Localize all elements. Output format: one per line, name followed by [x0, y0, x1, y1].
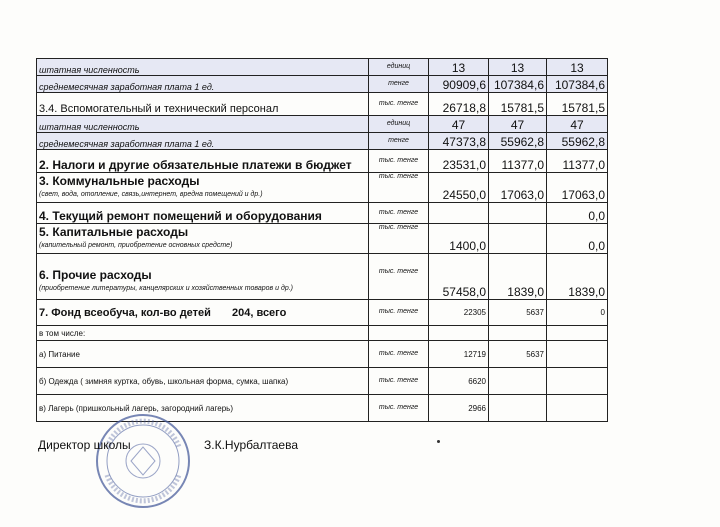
unit-cell: тыс. тенге: [369, 300, 429, 326]
table-row: [37, 224, 608, 254]
value-cell: [547, 341, 608, 368]
row-label: в) Лагерь (пришкольный лагерь, загородний лагерь): [37, 395, 369, 422]
table-row: [37, 368, 608, 395]
value-cell: [489, 368, 547, 395]
row-label: а) Питание: [37, 341, 369, 368]
row-label: [37, 300, 369, 326]
unit-cell: [369, 326, 429, 341]
row-subtitle: (капительный ремонт, приобретение основных средстe): [39, 242, 233, 249]
table-row: [37, 326, 608, 341]
value-cell: [429, 203, 489, 224]
row-title: 7. Фонд всеобуча, кол-во детей: [39, 306, 211, 319]
value-cell: [489, 224, 547, 254]
row-subtitle: (свет, вода, отопление, связь,интернет, вредна помещений и др.): [39, 191, 263, 198]
director-name: З.К.Нурбалтаева: [204, 438, 299, 452]
row-label: 3.4. Вспомогательный и технический персонал: [37, 93, 369, 116]
value-cell: 57458,0: [429, 254, 489, 300]
ink-dot: [437, 440, 440, 443]
value-cell: 24550,0: [429, 173, 489, 203]
row-title: 3. Коммунальные расходы: [39, 174, 200, 188]
value-cell: 0,0: [547, 203, 608, 224]
unit-cell: тыс. тенге: [369, 395, 429, 422]
value-cell: [489, 395, 547, 422]
value-cell: 1400,0: [429, 224, 489, 254]
table-row: [37, 59, 608, 76]
children-count: 204, всего: [231, 306, 287, 319]
value-cell: 107384,6: [547, 76, 608, 93]
value-cell: 47: [547, 116, 608, 133]
unit-cell: тыс. тенге: [369, 224, 429, 254]
unit-cell: тыс. тенге: [369, 150, 429, 173]
table-row: [37, 341, 608, 368]
table-row: [37, 150, 608, 173]
value-cell: 90909,6: [429, 76, 489, 93]
row-label: 2. Налоги и другие обязательные платежи в бюджет: [37, 150, 369, 173]
row-title: 5. Капитальные расходы: [39, 225, 189, 239]
value-cell: [489, 326, 547, 341]
table-row: [37, 173, 608, 203]
unit-cell: тыс. тенге: [369, 93, 429, 116]
unit-cell: единиц: [369, 116, 429, 133]
table-row: [37, 116, 608, 133]
unit-cell: тенге: [369, 76, 429, 93]
table-row: [37, 254, 608, 300]
row-subtitle: (приобретение литературы, канцелярских и хозяйственных товаров и др.): [39, 285, 293, 292]
row-label: среднемесячная заработная плата 1 ед.: [37, 76, 369, 93]
value-cell: 47: [489, 116, 547, 133]
value-cell: 55962,8: [547, 133, 608, 150]
value-cell: [429, 326, 489, 341]
value-cell: 15781,5: [489, 93, 547, 116]
table-row: [37, 76, 608, 93]
row-label: б) Одежда ( зимняя куртка, обувь, школьная форма, сумка, шапка): [37, 368, 369, 395]
value-cell: 5637: [489, 341, 547, 368]
value-cell: 15781,5: [547, 93, 608, 116]
row-label: [37, 254, 369, 300]
value-cell: 47: [429, 116, 489, 133]
row-label: среднемесячная заработная плата 1 ед.: [37, 133, 369, 150]
row-label: штатная численность: [37, 59, 369, 76]
table-row: [37, 133, 608, 150]
unit-cell: тыс. тенге: [369, 254, 429, 300]
value-cell: 13: [429, 59, 489, 76]
row-label: 4. Текущий ремонт помещений и оборудования: [37, 203, 369, 224]
value-cell: 13: [489, 59, 547, 76]
value-cell: 0: [547, 300, 608, 326]
value-cell: [547, 395, 608, 422]
row-title: 6. Прочие расходы: [39, 268, 152, 282]
value-cell: 12719: [429, 341, 489, 368]
unit-cell: единиц: [369, 59, 429, 76]
unit-cell: тыс. тенге: [369, 203, 429, 224]
value-cell: 23531,0: [429, 150, 489, 173]
row-label: штатная численность: [37, 116, 369, 133]
value-cell: 26718,8: [429, 93, 489, 116]
table-row: [37, 203, 608, 224]
table-row: [37, 300, 608, 326]
unit-cell: тыс. тенге: [369, 173, 429, 203]
value-cell: [547, 326, 608, 341]
value-cell: 2966: [429, 395, 489, 422]
value-cell: 47373,8: [429, 133, 489, 150]
value-cell: 11377,0: [489, 150, 547, 173]
value-cell: 5637: [489, 300, 547, 326]
row-label: [37, 224, 369, 254]
value-cell: 55962,8: [489, 133, 547, 150]
value-cell: 1839,0: [547, 254, 608, 300]
value-cell: [489, 203, 547, 224]
value-cell: 1839,0: [489, 254, 547, 300]
value-cell: [547, 368, 608, 395]
value-cell: 22305: [429, 300, 489, 326]
value-cell: 107384,6: [489, 76, 547, 93]
value-cell: 6620: [429, 368, 489, 395]
table-row: [37, 93, 608, 116]
budget-table: [36, 58, 608, 422]
value-cell: 11377,0: [547, 150, 608, 173]
director-label: Директор школы: [38, 438, 131, 452]
row-label: в том числе:: [37, 326, 369, 341]
row-label: [37, 173, 369, 203]
value-cell: 13: [547, 59, 608, 76]
value-cell: 17063,0: [547, 173, 608, 203]
unit-cell: тыс. тенге: [369, 368, 429, 395]
value-cell: 17063,0: [489, 173, 547, 203]
value-cell: 0,0: [547, 224, 608, 254]
unit-cell: тенге: [369, 133, 429, 150]
unit-cell: тыс. тенге: [369, 341, 429, 368]
round-seal-stamp-icon: [93, 411, 193, 511]
